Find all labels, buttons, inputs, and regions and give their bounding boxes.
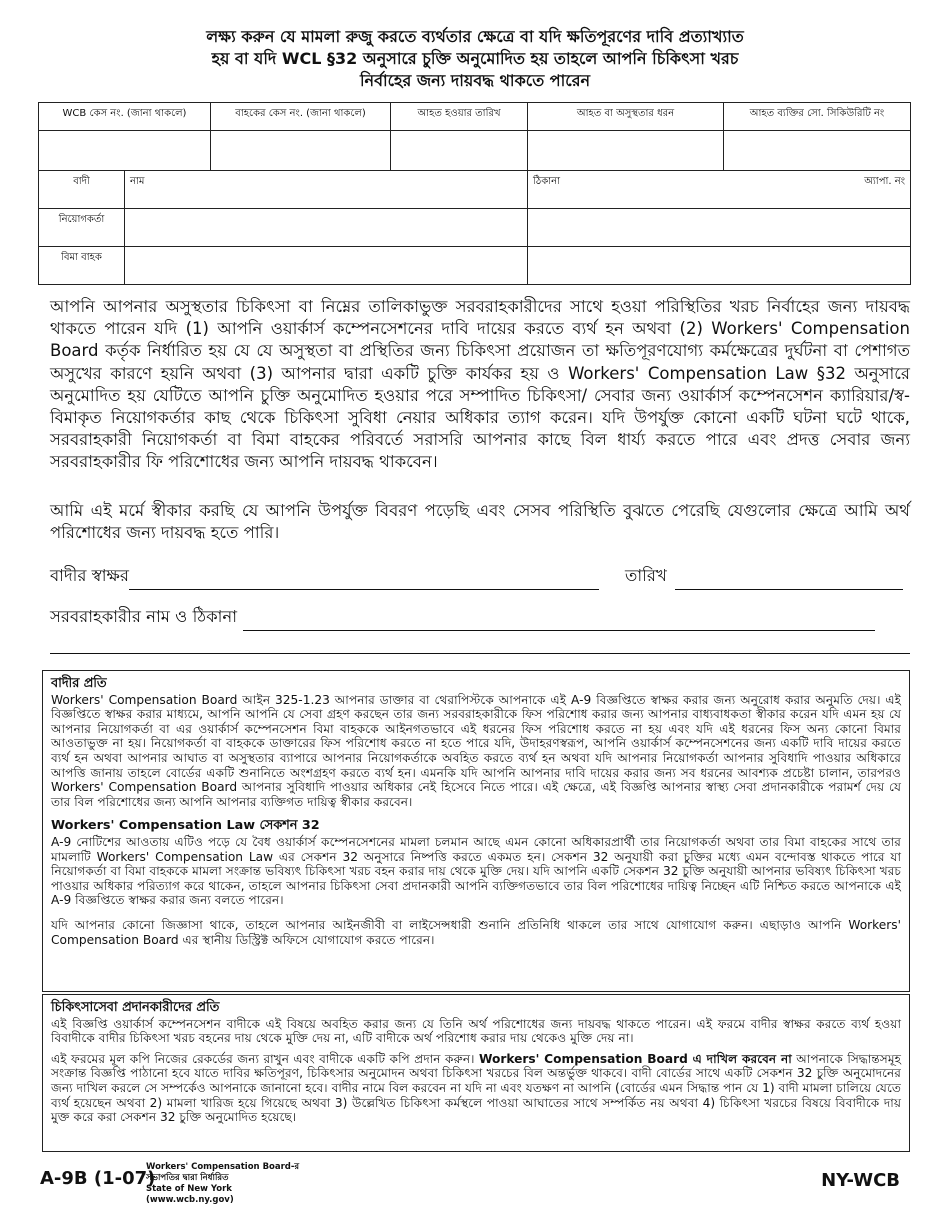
employer-address-field[interactable] xyxy=(528,209,911,247)
carrier-case-header: বাহকের কেস নং. (জানা থাকলে) xyxy=(211,103,391,131)
ssn-field[interactable] xyxy=(724,131,911,171)
provider-instructions-box xyxy=(42,994,910,1152)
claimant-section-text: Workers' Compensation Board আইন 325-1.23 আপনার ডাক্তার বা থেরাপিস্টকে আপনাকে এই A-9 বিজ্ঞপ্তিতে স্বাক্ষর করার জন্য অনুরোধ করার অনুমতি দেয়। এই বিজ্ঞপ্তিতে স্বাক্ষর করার মাধ্যমে, আপনি আপনি যে সেবা গ্রহণ করছেন তার জন্য সরবরাহকারীকে ফিস পরিশোধ করার জন্য আপনার বাধ্যবাধকতা স্বীকার করেন যদি এমন হয় যে আপনার নিয়োগকর্তা বা এর ওয়ার্কার্স কম্পেনসেশন বিমা বাহককে আইনগতভাবে এই ধরনের ফিস পরিশোধ করতে না হয় এবং যদি এই ধরনের ফিস অন্য কোনো বিমার আওতাভুক্ত না হয়। নিয়োগকর্তা বা বাহককে ডাক্তারের ফিস পরিশোধ করতে না হতে পারে যদি, উদাহরণস্বরূপ, আপনি ওয়ার্কার্স কম্পেনসেশনের জন্য একটি দাবি দায়ের করতে ব্যর্থ হন অথবা আপনার আঘাত বা অসুস্থতার ব্যাপারে আপনার নিয়োগকর্তাকে অবহিত করতে ব্যর্থ হন অথবা যদি আপনার নিয়োগকর্তা আপনার সুবিধাদি পাওয়ার অধিকারে আপত্তি জানায় তাহলে বোর্ডের একটি শুনানিতে অংশগ্রহণ করতে ব্যর্থ হন। এমনকি যদি আপনি আপনার দাবি দায়ের করার জন্য সব ধরনের আবশ্যক প্রচেষ্টা চালান, তারপরও Workers' Compensation Board আপনার সুবিধাদি পাওয়ার অধিকার নেই হিসেবে নিতে পারে। এই ক্ষেত্রে, এই বিজ্ঞপ্তি আপনার স্বাস্থ্য সেবা প্রদানকারীকে পরামর্শ দেয় যে তার বিল পরিশোধের জন্য আপনি আপনার ব্যক্তিগত দায়িত্ব স্বীকার করবেন। xyxy=(51,692,901,809)
date-line xyxy=(625,563,903,590)
board-line: সভাপতির দ্বারা নির্ধারিত xyxy=(146,1173,229,1183)
provider-address-field[interactable] xyxy=(50,653,910,654)
name-label: নাম xyxy=(130,176,145,187)
injury-type-header: আহত বা অসুস্থতার ধরন xyxy=(528,103,724,131)
board-line: Workers' Compensation Board-র xyxy=(146,1162,300,1172)
address-label: ঠিকানা xyxy=(533,176,560,187)
injury-date-header: আহত হওয়ার তারিখ xyxy=(391,103,528,131)
employer-label: নিয়োগকর্তা xyxy=(39,209,125,247)
issuer-block xyxy=(146,1162,299,1206)
claimant-address-field[interactable] xyxy=(528,171,911,209)
case-info-table xyxy=(38,102,911,285)
provider-name-line xyxy=(50,604,875,631)
date-label: তারিখ xyxy=(625,566,667,585)
title-line: হয় বা যদি WCL §32 অনুসারে চুক্তি অনুমোদিত হয় তাহলে আপনি চিকিৎসা খরচ xyxy=(211,49,739,68)
apt-label: অ্যাপা. নং xyxy=(864,176,906,187)
state-line: State of New York xyxy=(146,1184,232,1194)
claimant-name-field[interactable] xyxy=(125,171,528,209)
claimant-signature-label: বাদীর স্বাক্ষর xyxy=(50,566,129,585)
do-not-file-text: Workers' Compensation Board এ দাখিল করবেন না xyxy=(478,1051,792,1066)
claimant-signature-field[interactable] xyxy=(129,572,599,590)
provider-name-label: সরবরাহকারীর নাম ও ঠিকানা xyxy=(50,607,238,626)
title-line: লক্ষ্য করুন যে মামলা রুজু করতে ব্যর্থতার ক্ষেত্রে বা যদি ক্ষতিপূরণের দাবি প্রত্যাখ্যাত xyxy=(206,27,744,46)
provider-section-text: এই বিজ্ঞপ্তি ওয়ার্কার্স কম্পেনসেশন বাদীকে এই বিষয়ে অবহিত করার জন্য যে তিনি অর্থ পরিশোধের জন্য দায়বদ্ধ থাকতে পারেন। এই ফরমে বাদীর স্বাক্ষর করতে ব্যর্থ হওয়া বিবাদীকে বাদীর চিকিৎসা খরচ বহনের দায় থেকে মুক্তি দেয় না, এটি বাদীকে অর্থ পরিশোধ করার দায় থেকেও মুক্তি দেয় না। xyxy=(51,1016,901,1046)
claimant-section-heading: বাদীর প্রতি xyxy=(51,676,107,691)
section32-heading: Workers' Compensation Law সেকশন 32 xyxy=(51,818,320,834)
website-line: (www.wcb.ny.gov) xyxy=(146,1195,234,1205)
employer-name-field[interactable] xyxy=(125,209,528,247)
liability-paragraph: আপনি আপনার অসুস্থতার চিকিৎসা বা নিম্নের তালিকাভুক্ত সরবরাহকারীদের সাথে হওয়া পরিস্থিতির খরচ নির্বাহের জন্য দায়বদ্ধ থাকতে পারেন যদি (1) আপনি ওয়ার্কার্স কম্পেনসেশনের দাবি দায়ের করতে ব্যর্থ হন অথবা (2) Workers' Compensation Board কর্তৃক নির্ধারিত হয় যে যে অসুস্থতা বা প্রস্থিতির জন্য চিকিৎসা প্রয়োজন তা ক্ষতিপূরণযোগ্য কর্মক্ষেত্রের দুর্ঘটনা বা পেশাগত অসুখের কারণে হয়নি অথবা (3) আপনার দ্বারা একটি চুক্তি কার্যকর হয় ও Workers' Compensation Law §32 অনুসারে অনুমোদিত হয় যেটিতে আপনি চুক্তি অনুমোদিত হওয়ার পরে সম্পাদিত চিকিৎসা/ সেবার জন্য ওয়ার্কার্স কম্পেনসেশন ক্যারিয়ার/স্ব-বিমাকৃত নিয়োগকর্তার কাছ থেকে চিকিৎসা সুবিধা নেয়ার অধিকার ত্যাগ করেন। যদি উপর্যুক্ত কোনো একটি ঘটনা ঘটে থাকে, সরবরাহকারী নিয়োগকর্তা বা বিমা বাহকের পরিবর্তে সরাসরি আপনার কাছে বিল ধার্য্য করতে পারে এবং প্রদত্ত সেবার জন্য সরবরাহকারীর ফি পরিশোধের জন্য আপনি দায়বদ্ধ থাকবেন। xyxy=(50,297,910,472)
claimant-signature-line xyxy=(50,563,599,590)
claimant-label: বাদী xyxy=(39,171,125,209)
claimant-instructions-box xyxy=(42,670,910,992)
acknowledgement-paragraph: আমি এই মর্মে স্বীকার করছি যে আপনি উপর্যুক্ত বিবরণ পড়েছি এবং সেসব পরিস্থিতি বুঝতে পেরেছি যেগুলোর ক্ষেত্রে আমি অর্থ পরিশোধের জন্য দায়বদ্ধ হতে পারি। xyxy=(50,501,910,543)
form-id: A-9B (1-07) xyxy=(40,1168,156,1189)
provider-section-heading: চিকিৎসাসেবা প্রদানকারীদের প্রতি xyxy=(51,1000,220,1015)
agency-code: NY-WCB xyxy=(821,1170,900,1191)
title-line: নির্বাহের জন্য দায়বদ্ধ থাকতে পারেন xyxy=(359,71,591,90)
insurer-label: বিমা বাহক xyxy=(39,247,125,285)
notice-title xyxy=(60,26,890,92)
section32-text: A-9 নোটিশের আওতায় এটিও পড়ে যে বৈধ ওয়ার্কার্স কম্পেনসেশনের মামলা চলমান আছে এমন কোনো অধিকারপ্রার্থী তার নিয়োগকর্তা অথবা তার বিমা বাহকের সাথে তার মামলাটি Workers' Compensation Law এর সেকশন 32 অনুসারে নিষ্পত্তি করতে একমত হন। সেকশন 32 অনুযায়ী করা চুক্তির মধ্যে এমন বন্দোবস্ত থাকতে পারে যা নিয়োগকর্তা বা বিমা বাহককে মামলা সংক্রান্ত ভবিষ্যৎ চিকিৎসা খরচ বহন করার দায় থেকে মুক্তি দেয়। যদি আপনি একটি সেকশন 32 চুক্তি অনুযায়ী আপনার ভবিষ্যৎ চিকিৎসা খরচ পাওয়ার অধিকার পরিত্যাগ করে থাকেন, তাহলে আপনার চিকিৎসা সেবা প্রদানকারী আপনি ব্যক্তিগতভাবে তার বিল পরিশোধের দায়িত্ব নিচ্ছেন এটি নিশ্চিত করতে আপনাকে এই A-9 বিজ্ঞপ্তিতে স্বাক্ষর করার জন্য বলতে পারেন। xyxy=(51,834,901,908)
insurer-name-field[interactable] xyxy=(125,247,528,285)
ssn-header: আহত ব্যক্তির সো. সিকিউরিটি নং xyxy=(724,103,911,131)
carrier-case-field[interactable] xyxy=(211,131,391,171)
questions-text: যদি আপনার কোনো জিজ্ঞাসা থাকে, তাহলে আপনার আইনজীবী বা লাইসেন্সধারী শুনানি প্রতিনিধি থাকলে তার সাথে যোগাযোগ করুন। এছাড়াও আপনি Workers' Compensation Board এর স্থানীয় ডিস্ট্রিক্ট অফিসে যোগাযোগ করতে পারেন। xyxy=(51,917,901,947)
provider-filing-text xyxy=(51,1052,901,1125)
provider-copy-text: এই ফরমের মূল কপি নিজের রেকর্ডের জন্য রাখুন এবং বাদীকে একটি কপি প্রদান করুন। xyxy=(51,1051,475,1066)
injury-type-field[interactable] xyxy=(528,131,724,171)
wcb-case-field[interactable] xyxy=(39,131,211,171)
insurer-address-field[interactable] xyxy=(528,247,911,285)
provider-name-field[interactable] xyxy=(243,613,875,631)
provider-notice-text: আপনাকে সিদ্ধান্তসমূহ সংক্রান্ত বিজ্ঞপ্তি পাঠানো হবে যাতে দাবির ক্ষতিপূরণ, চিকিৎসার অনুমোদন অথবা চিকিৎসা খরচের বিল অন্তর্ভুক্ত থাকবে। বাদী বোর্ডের সাথে একটি সেকশন 32 চুক্তি অনুমোদনের জন্য দাখিল করলে সে সম্পর্কেও আপনাকে জানানো হবে। বাদীর নামে বিল করবেন না যদি না এবং যতক্ষণ না আপনি (বোর্ডের এমন সিদ্ধান্ত পান যে 1) বাদী মামলা চালিয়ে যেতে ব্যর্থ হয়েছেন অথবা 2) মামলা খারিজ হয়ে গিয়েছে অথবা 3) উল্লেখিত চিকিৎসা কর্মস্থলে পাওয়া আঘাতের সাথে সম্পর্কিত নয় অথবা 4) চিকিৎসা খরচের বিষয়ে বিবাদীকে দায় মুক্ত করে করা সেকশন 32 চুক্তি অনুমোদিত হয়েছে। xyxy=(51,1051,902,1125)
date-field[interactable] xyxy=(675,572,903,590)
wcb-case-header: WCB কেস নং. (জানা থাকলে) xyxy=(39,103,211,131)
injury-date-field[interactable] xyxy=(391,131,528,171)
